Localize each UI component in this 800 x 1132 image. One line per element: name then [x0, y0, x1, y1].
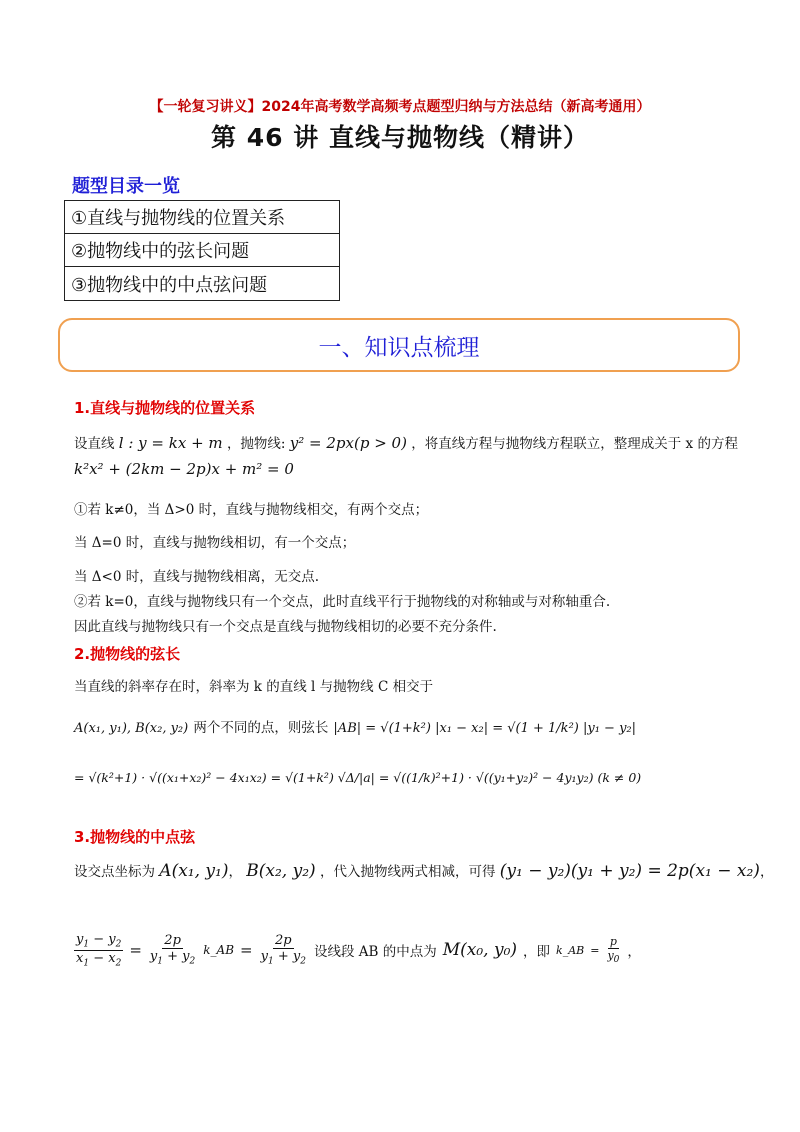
- banner-title: 一、知识点梳理: [318, 334, 480, 361]
- slope-value-fraction: $\frac{2p}{y_1 + y_2}$: [149, 933, 196, 967]
- page-title: 第 46 讲 直线与抛物线（精讲）: [211, 123, 589, 152]
- toc-item-3: ③抛物线中的中点弦问题: [71, 274, 268, 296]
- chord-formula-2: = √(k²+1) · √((x₁+x₂)² − 4x₁x₂) = √(1+k²) √Δ/|a| = √((1/k)²+1) · √((y₁+y₂)² − 4y₁y₂) (k ≠ 0): [74, 770, 642, 785]
- toc-item-2: ②抛物线中的弦长问题: [65, 234, 339, 267]
- slope-fraction: $\frac{y_1 - y_2}{x_1 - x_2}$: [76, 932, 122, 969]
- case-5: 因此直线与抛物线只有一个交点是直线与抛物线相切的必要不充分条件.: [74, 619, 497, 635]
- chord-intro: 当直线的斜率存在时，斜率为 k 的直线 l 与抛物线 C 相交于: [74, 679, 434, 695]
- toc-heading: 题型目录一览: [72, 176, 180, 197]
- p-over-y0: $\frac{p}{y_0}$: [607, 935, 620, 966]
- intro-text-c: ，将直线方程与抛物线方程联立，整理成关于 x 的方程: [411, 436, 738, 452]
- midpoint: M(x₀, y₀): [442, 940, 518, 961]
- slope-formulas: $\frac{y_1 - y_2}{x_1 - x_2}$ = $\frac{2p}{y_1 + y_2}$ k_AB = $\frac{2p}{y_1 + y_2}$ 设线段 AB 的中点为 M(x₀, y₀) ，即 k_AB = $\frac{p}{y_0}$ ，: [76, 932, 641, 969]
- case-3: 当 Δ<0 时，直线与抛物线相离，无交点.: [74, 569, 320, 585]
- toc-table: [64, 200, 340, 301]
- midpoint-text-a: 设交点坐标为: [74, 864, 155, 880]
- intro-text-a: 设直线: [74, 436, 115, 452]
- point-b: B(x₂, y₂): [246, 861, 316, 881]
- kab-label-2: k_AB: [556, 943, 585, 957]
- then-text: ，即: [523, 944, 551, 961]
- case-4: ②若 k=0，直线与抛物线只有一个交点，此时直线平行于抛物线的对称轴或与对称轴重合.: [74, 594, 611, 610]
- chord-line-2: [74, 716, 636, 736]
- section3-heading: 3.抛物线的中点弦: [74, 828, 196, 846]
- difference-equation: (y₁ − y₂)(y₁ + y₂) = 2p(x₁ − x₂): [499, 861, 760, 881]
- case-2: 当 Δ=0 时，直线与抛物线相切，有一个交点；: [74, 535, 356, 551]
- chord-text: 两个不同的点，则弦长: [193, 720, 329, 736]
- line-equation: l : y = kx + m: [118, 434, 223, 452]
- parabola-equation: y² = 2px(p > 0): [289, 434, 407, 452]
- quadratic-equation: k²x² + (2km − 2p)x + m² = 0: [74, 460, 294, 478]
- section2-heading: 2.抛物线的弦长: [74, 645, 181, 663]
- kab-fraction: $\frac{2p}{y_1 + y_2}$: [260, 933, 306, 967]
- toc-item-1: ①直线与抛物线的位置关系: [65, 201, 339, 234]
- intersection-points: A(x₁, y₁), B(x₂, y₂): [74, 721, 189, 736]
- midpoint-text: 设线段 AB 的中点为: [313, 944, 437, 961]
- chord-formula-1: |AB| = √(1+k²) |x₁ − x₂| = √(1 + 1/k²) |y₁ − y₂|: [333, 721, 637, 736]
- midpoint-intro: 设交点坐标为 A(x₁, y₁)， B(x₂, y₂) ，代入抛物线两式相减，可得 (y₁ − y₂)(y₁ + y₂) = 2p(x₁ − x₂)，: [74, 861, 774, 881]
- section1-intro: [74, 432, 738, 452]
- intro-text-b: ，抛物线:: [226, 436, 286, 452]
- section-banner: [58, 318, 740, 372]
- series-header: 【一轮复习讲义】2024年高考数学高频考点题型归纳与方法总结（新高考通用）: [149, 99, 651, 115]
- case-1: ①若 k≠0，当 Δ>0 时，直线与抛物线相交，有两个交点；: [74, 502, 429, 518]
- point-a: A(x₁, y₁): [159, 861, 229, 881]
- kab-label: k_AB: [203, 943, 235, 958]
- equals-sign-2: =: [240, 941, 253, 960]
- midpoint-text-b: ，代入抛物线两式相减，可得: [319, 864, 496, 880]
- equals-sign: =: [129, 941, 142, 960]
- section1-heading: 1.直线与抛物线的位置关系: [74, 399, 256, 417]
